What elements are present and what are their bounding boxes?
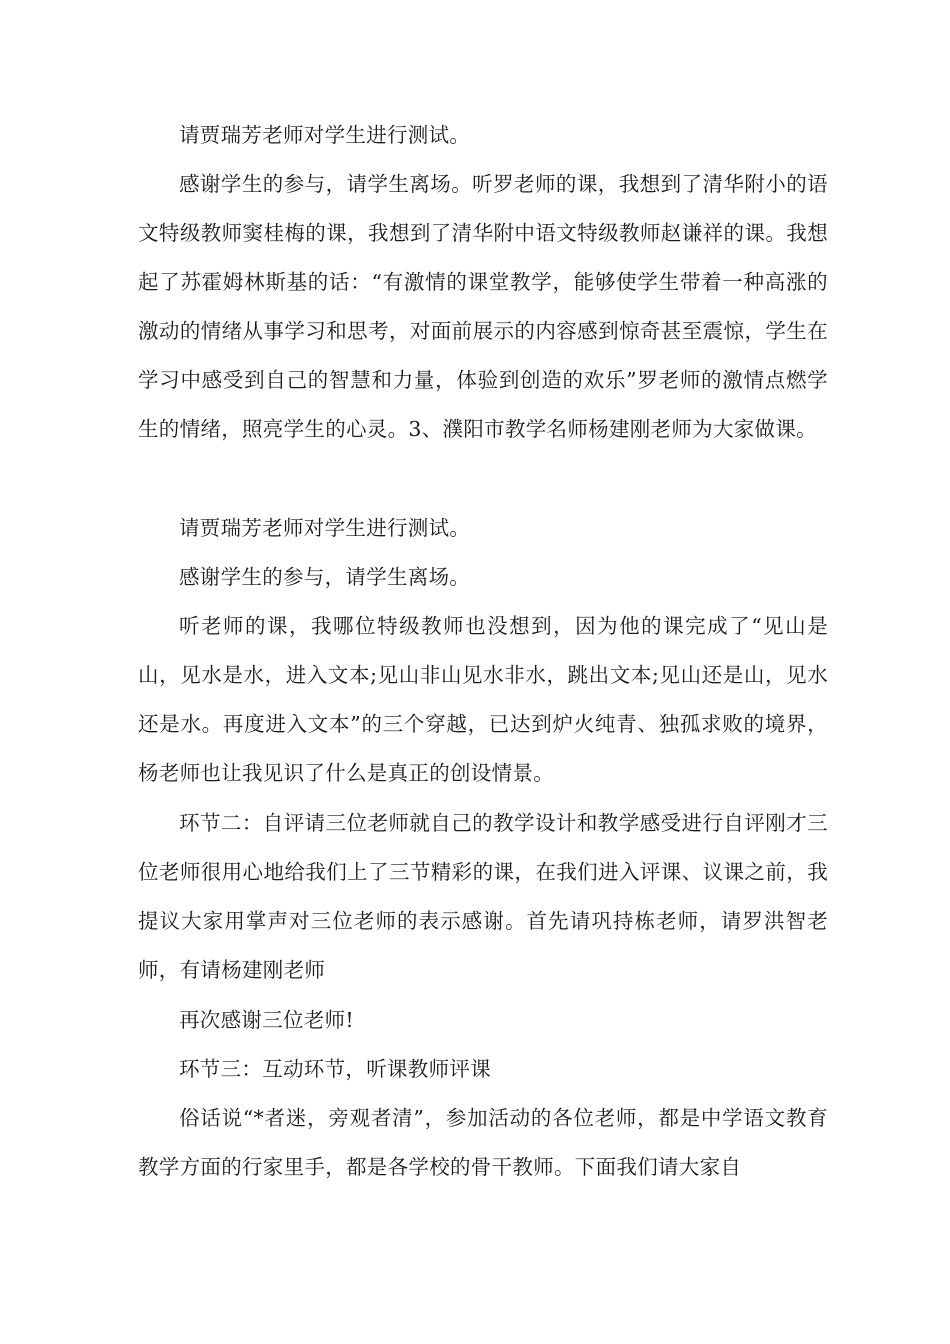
paragraph-section-three-heading: 环节三：互动环节，听课教师评课 [179,1057,491,1081]
paragraph-thanks-students: 感谢学生的参与，请学生离场。 [179,565,471,589]
paragraph-test-request-1: 请贾瑞芳老师对学生进行测试。 [179,123,471,147]
paragraph-section-two-self-review: 环节二：自评请三位老师就自己的教学设计和教学感受进行自评刚才三位老师很用心地给我们上了三节精彩的课，在我们进入评课、议课之前，我提议大家用掌声对三位老师的表示感谢。首先请巩持栋老师，请罗洪智老师，有请杨建刚老师 [138,811,828,982]
paragraph-luo-lesson-review: 感谢学生的参与，请学生离场。听罗老师的课，我想到了清华附小的语文特级教师窦桂梅的课，我想到了清华附中语文特级教师赵谦祥的课。我想起了苏霍姆林斯基的话：“有激情的课堂教学，能够使学生带着一种高涨的激动的情绪从事学习和思考，对面前展示的内容感到惊奇甚至震惊，学生在学习中感受到自己的智慧和力量，体验到创造的欢乐”罗老师的激情点燃学生的情绪，照亮学生的心灵。3、濮阳市教学名师杨建刚老师为大家做课。 [138,172,828,441]
paragraph-yang-lesson-review: 听老师的课，我哪位特级教师也没想到，因为他的课完成了“见山是山，见水是水，进入文本;见山非山见水非水，跳出文本;见山还是山，见水还是水。再度进入文本”的三个穿越，已达到炉火纯青、独孤求败的境界，杨老师也让我见识了什么是真正的创设情景。 [138,614,828,785]
paragraph-thanks-teachers: 再次感谢三位老师! [179,1008,354,1032]
paragraph-test-request-2: 请贾瑞芳老师对学生进行测试。 [179,516,471,540]
paragraph-proverb-intro: 俗话说“*者迷，旁观者清”，参加活动的各位老师，都是中学语文教育教学方面的行家里手，都是各学校的骨干教师。下面我们请大家自 [138,1106,828,1179]
